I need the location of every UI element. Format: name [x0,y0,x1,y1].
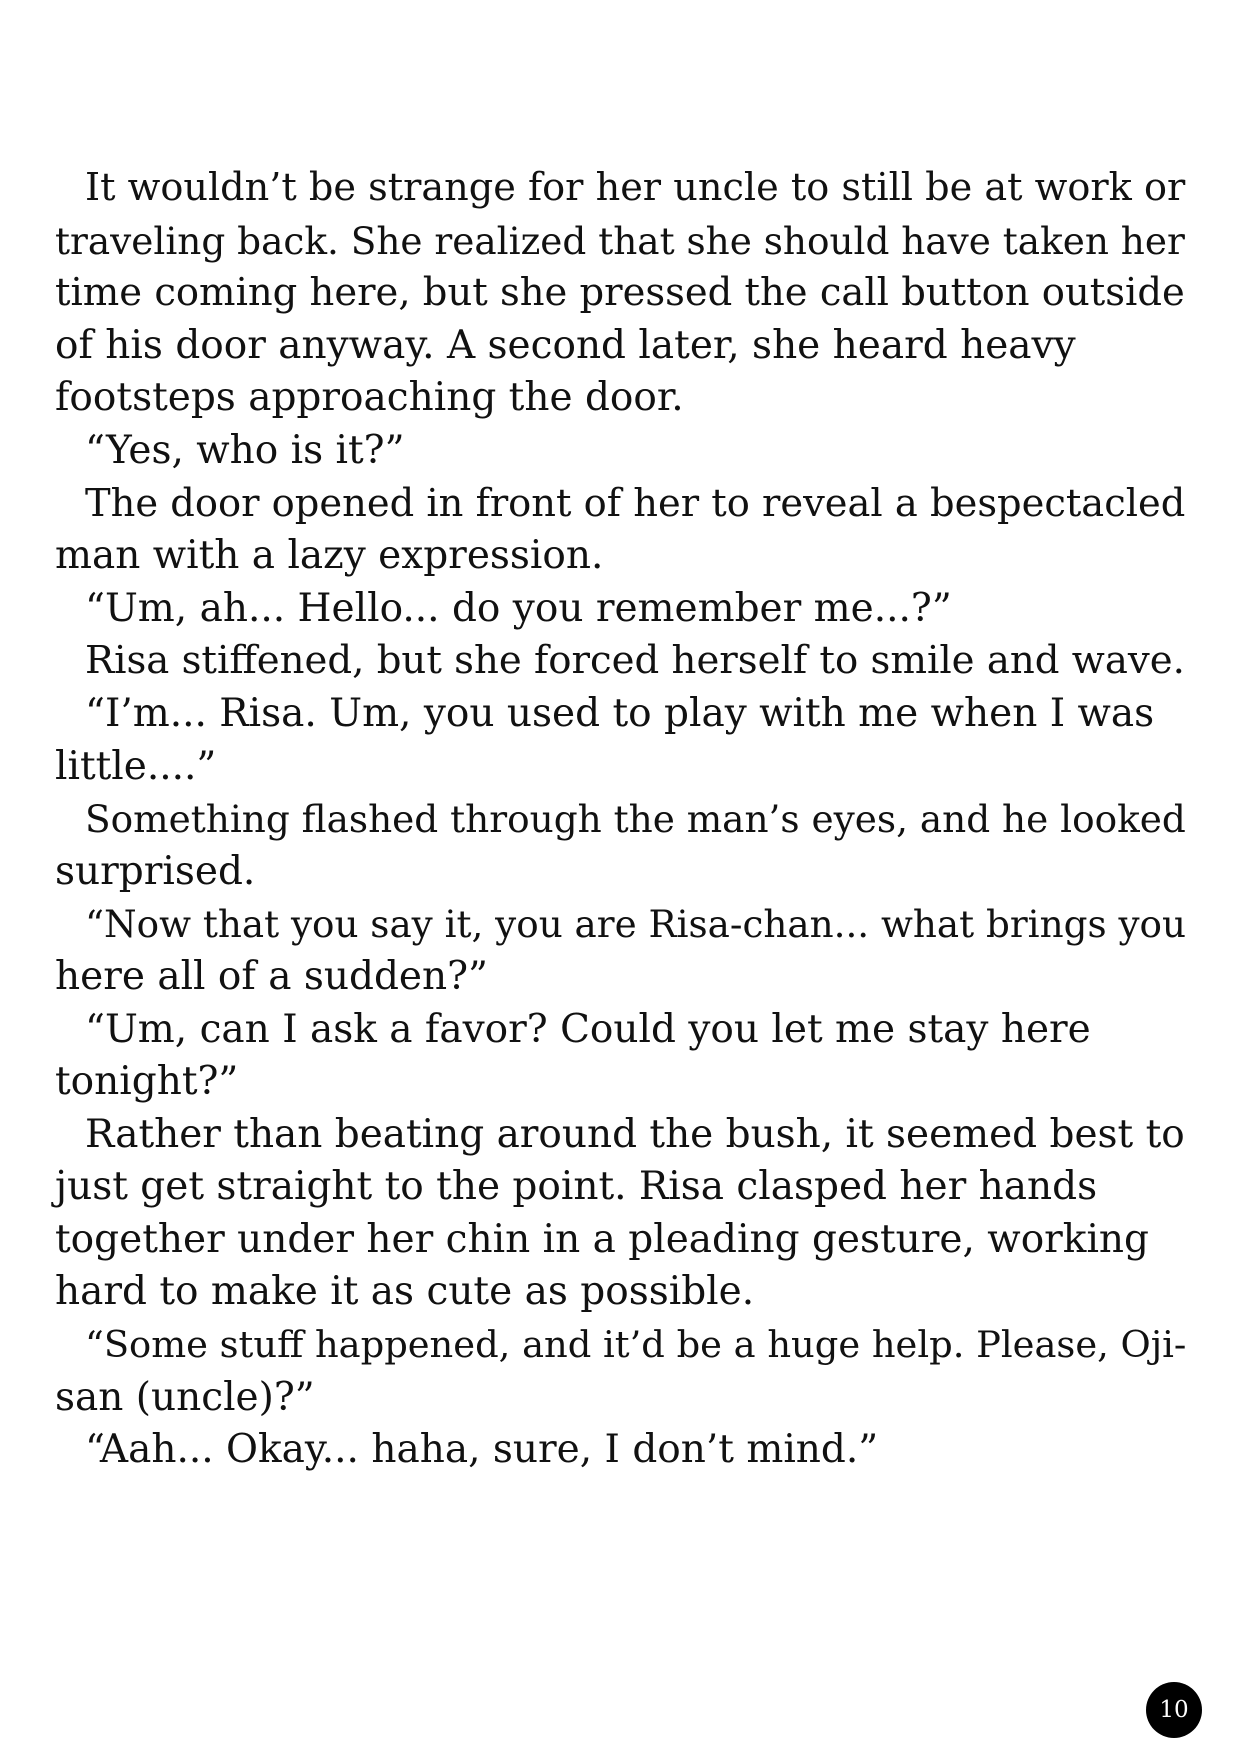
text-line: together under her chin in a pleading gesture, working [55,1216,1149,1262]
text-line: “I’m... Risa. Um, you used to play with me when I was [85,690,1155,736]
text-line: traveling back. She realized that she should have taken her [55,218,1185,263]
text-line: footsteps approaching the door. [55,375,684,421]
text-line: “Yes, who is it?” [85,427,405,473]
page-number-badge [1146,1682,1202,1738]
text-line: hard to make it as cute as possible. [55,1269,755,1315]
page-number: 10 [1159,1697,1189,1723]
text-line: little....” [55,743,217,789]
text-line: “Some stuff happened, and it’d be a huge help. Please, Oji- [85,1323,1187,1367]
text-line: “Um, ah... Hello... do you remember me...?” [85,585,952,631]
text-line: time coming here, but she pressed the call button outside [55,270,1185,316]
text-line: The door opened in front of her to reveal a bespectacled [85,480,1186,526]
page-body-text [55,162,1185,1477]
text-line: Something flashed through the man’s eyes, and he looked [85,797,1186,842]
text-line: Rather than beating around the bush, it seemed best to [85,1111,1185,1157]
text-line: san (uncle)?” [55,1374,315,1420]
text-line: of his door anyway. A second later, she heard heavy [55,322,1076,368]
text-line: here all of a sudden?” [55,953,488,999]
text-line: “Um, can I ask a favor? Could you let me stay here [85,1006,1091,1052]
text-line: “Aah... Okay... haha, sure, I don’t mind.” [85,1427,879,1473]
text-line: surprised. [55,848,256,894]
text-line: just get straight to the point. Risa clasped her hands [55,1164,1098,1210]
text-line: tonight?” [55,1059,239,1105]
text-line: “Now that you say it, you are Risa-chan... what brings you [85,902,1186,947]
text-line: It wouldn’t be strange for her uncle to still be at work or [85,166,1186,210]
text-line: Risa stiffened, but she forced herself to smile and wave. [85,638,1185,684]
text-line: man with a lazy expression. [55,533,604,579]
